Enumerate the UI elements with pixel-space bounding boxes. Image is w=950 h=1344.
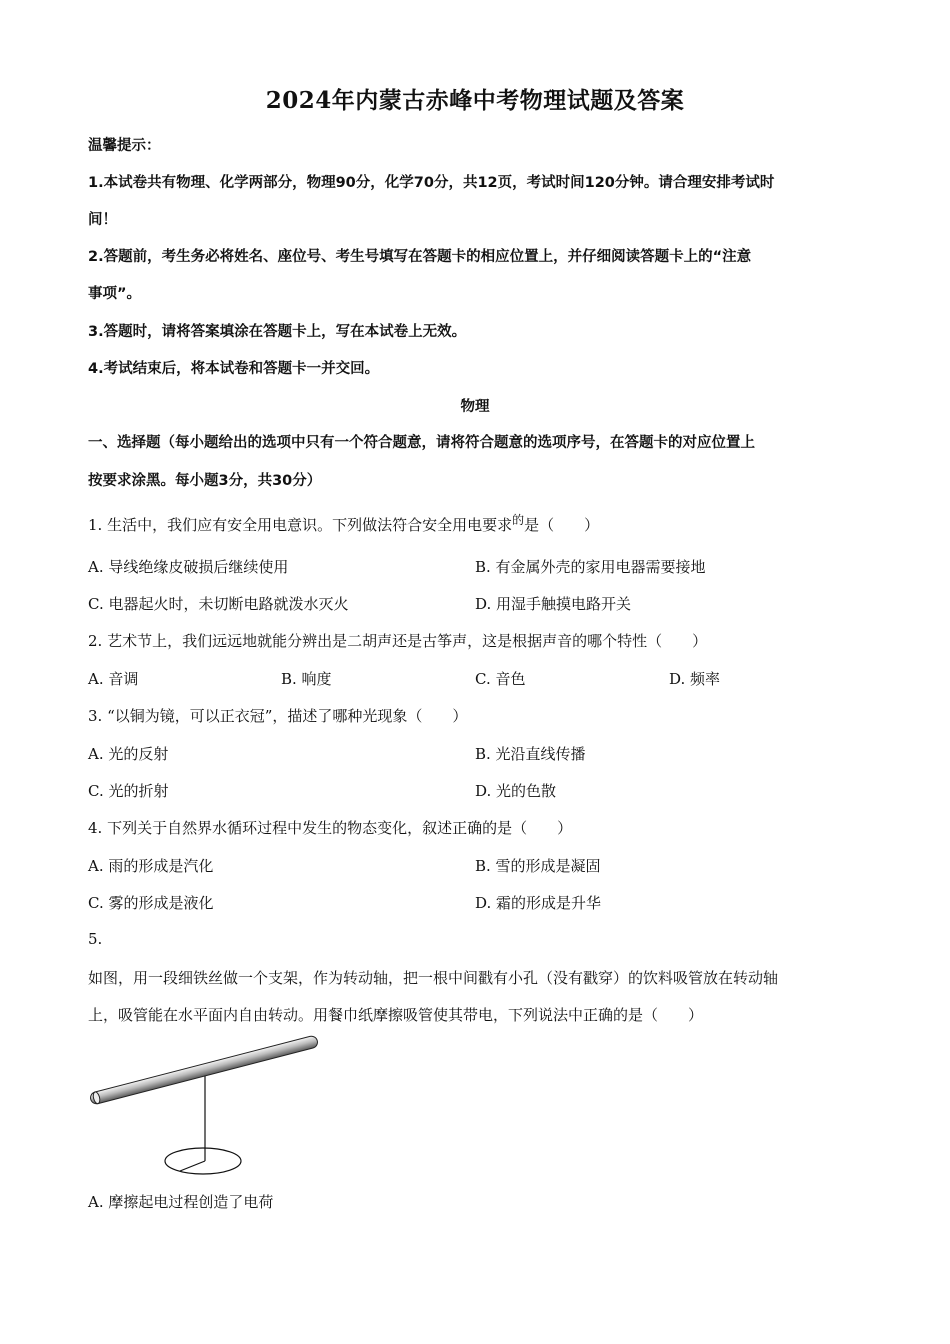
option: A. 音调: [88, 670, 139, 688]
subject-heading: 物理: [460, 399, 490, 415]
question-stem: 如图，用一段细铁丝做一个支架，作为转动轴，把一根中间戳有小孔（没有戳穿）的饮料吸管放在转动轴: [88, 969, 779, 987]
tip-line: 事项”。: [88, 286, 142, 302]
option: C. 电器起火时，未切断电路就泼水灭火: [88, 595, 349, 613]
option: A. 雨的形成是汽化: [88, 857, 214, 875]
question-stem: 2. 艺术节上，我们远远地就能分辨出是二胡声还是古筝声，这是根据声音的哪个特性（ ）: [88, 632, 708, 650]
option: A. 导线绝缘皮破损后继续使用: [88, 558, 289, 576]
question-text: 的: [512, 513, 525, 527]
option: A. 光的反射: [88, 745, 169, 763]
question-stem: 3. “以铜为镜，可以正衣冠”，描述了哪种光现象（ ）: [88, 707, 468, 725]
tips-heading: 温馨提示：: [88, 138, 161, 154]
question-stem: 上，吸管能在水平面内自由转动。用餐巾纸摩擦吸管使其带电，下列说法中正确的是（ ）: [88, 1006, 704, 1024]
tip-line: 4.考试结束后，将本试卷和答题卡一并交回。: [88, 361, 380, 377]
tip-line: 间！: [88, 212, 117, 228]
page-title: 2024年内蒙古赤峰中考物理试题及答案: [265, 87, 685, 114]
option: D. 霜的形成是升华: [475, 894, 602, 912]
tip-line: 1.本试卷共有物理、化学两部分，物理90分，化学70分，共12页，考试时间120分钟。请合理安排考试时: [88, 175, 775, 191]
option: C. 音色: [475, 670, 526, 688]
option: C. 光的折射: [88, 782, 169, 800]
section-heading: 一、选择题（每小题给出的选项中只有一个符合题意，请将符合题意的选项序号，在答题卡的对应位置上: [88, 435, 755, 451]
section-heading: 按要求涂黑。每小题3分，共30分）: [88, 473, 322, 489]
option: B. 响度: [281, 670, 332, 688]
base-radius-wire: [180, 1161, 205, 1171]
option: B. 光沿直线传播: [475, 745, 586, 763]
question-text: 是（ ）: [524, 516, 600, 534]
tip-line: 3.答题时，请将答案填涂在答题卡上，写在本试卷上无效。: [88, 324, 467, 340]
question-stem: 4. 下列关于自然界水循环过程中发生的物态变化，叙述正确的是（ ）: [88, 819, 573, 837]
option: B. 有金属外壳的家用电器需要接地: [475, 558, 706, 576]
question-text: 1. 生活中，我们应有安全用电意识。下列做法符合安全用电要求: [88, 516, 513, 534]
option: C. 雾的形成是液化: [88, 894, 214, 912]
straw-pivot-figure: [84, 1030, 324, 1180]
option: B. 雪的形成是凝固: [475, 857, 601, 875]
question-number: 5.: [88, 930, 103, 948]
straw: [89, 1035, 319, 1105]
option: D. 用湿手触摸电路开关: [475, 595, 632, 613]
option: D. 光的色散: [475, 782, 557, 800]
question-stem: [88, 514, 599, 535]
tip-line: 2.答题前，考生务必将姓名、座位号、考生号填写在答题卡的相应位置上，并仔细阅读答题卡上的“注意: [88, 249, 752, 265]
option: A. 摩擦起电过程创造了电荷: [88, 1193, 274, 1211]
base-ellipse: [165, 1148, 241, 1174]
option: D. 频率: [669, 670, 721, 688]
